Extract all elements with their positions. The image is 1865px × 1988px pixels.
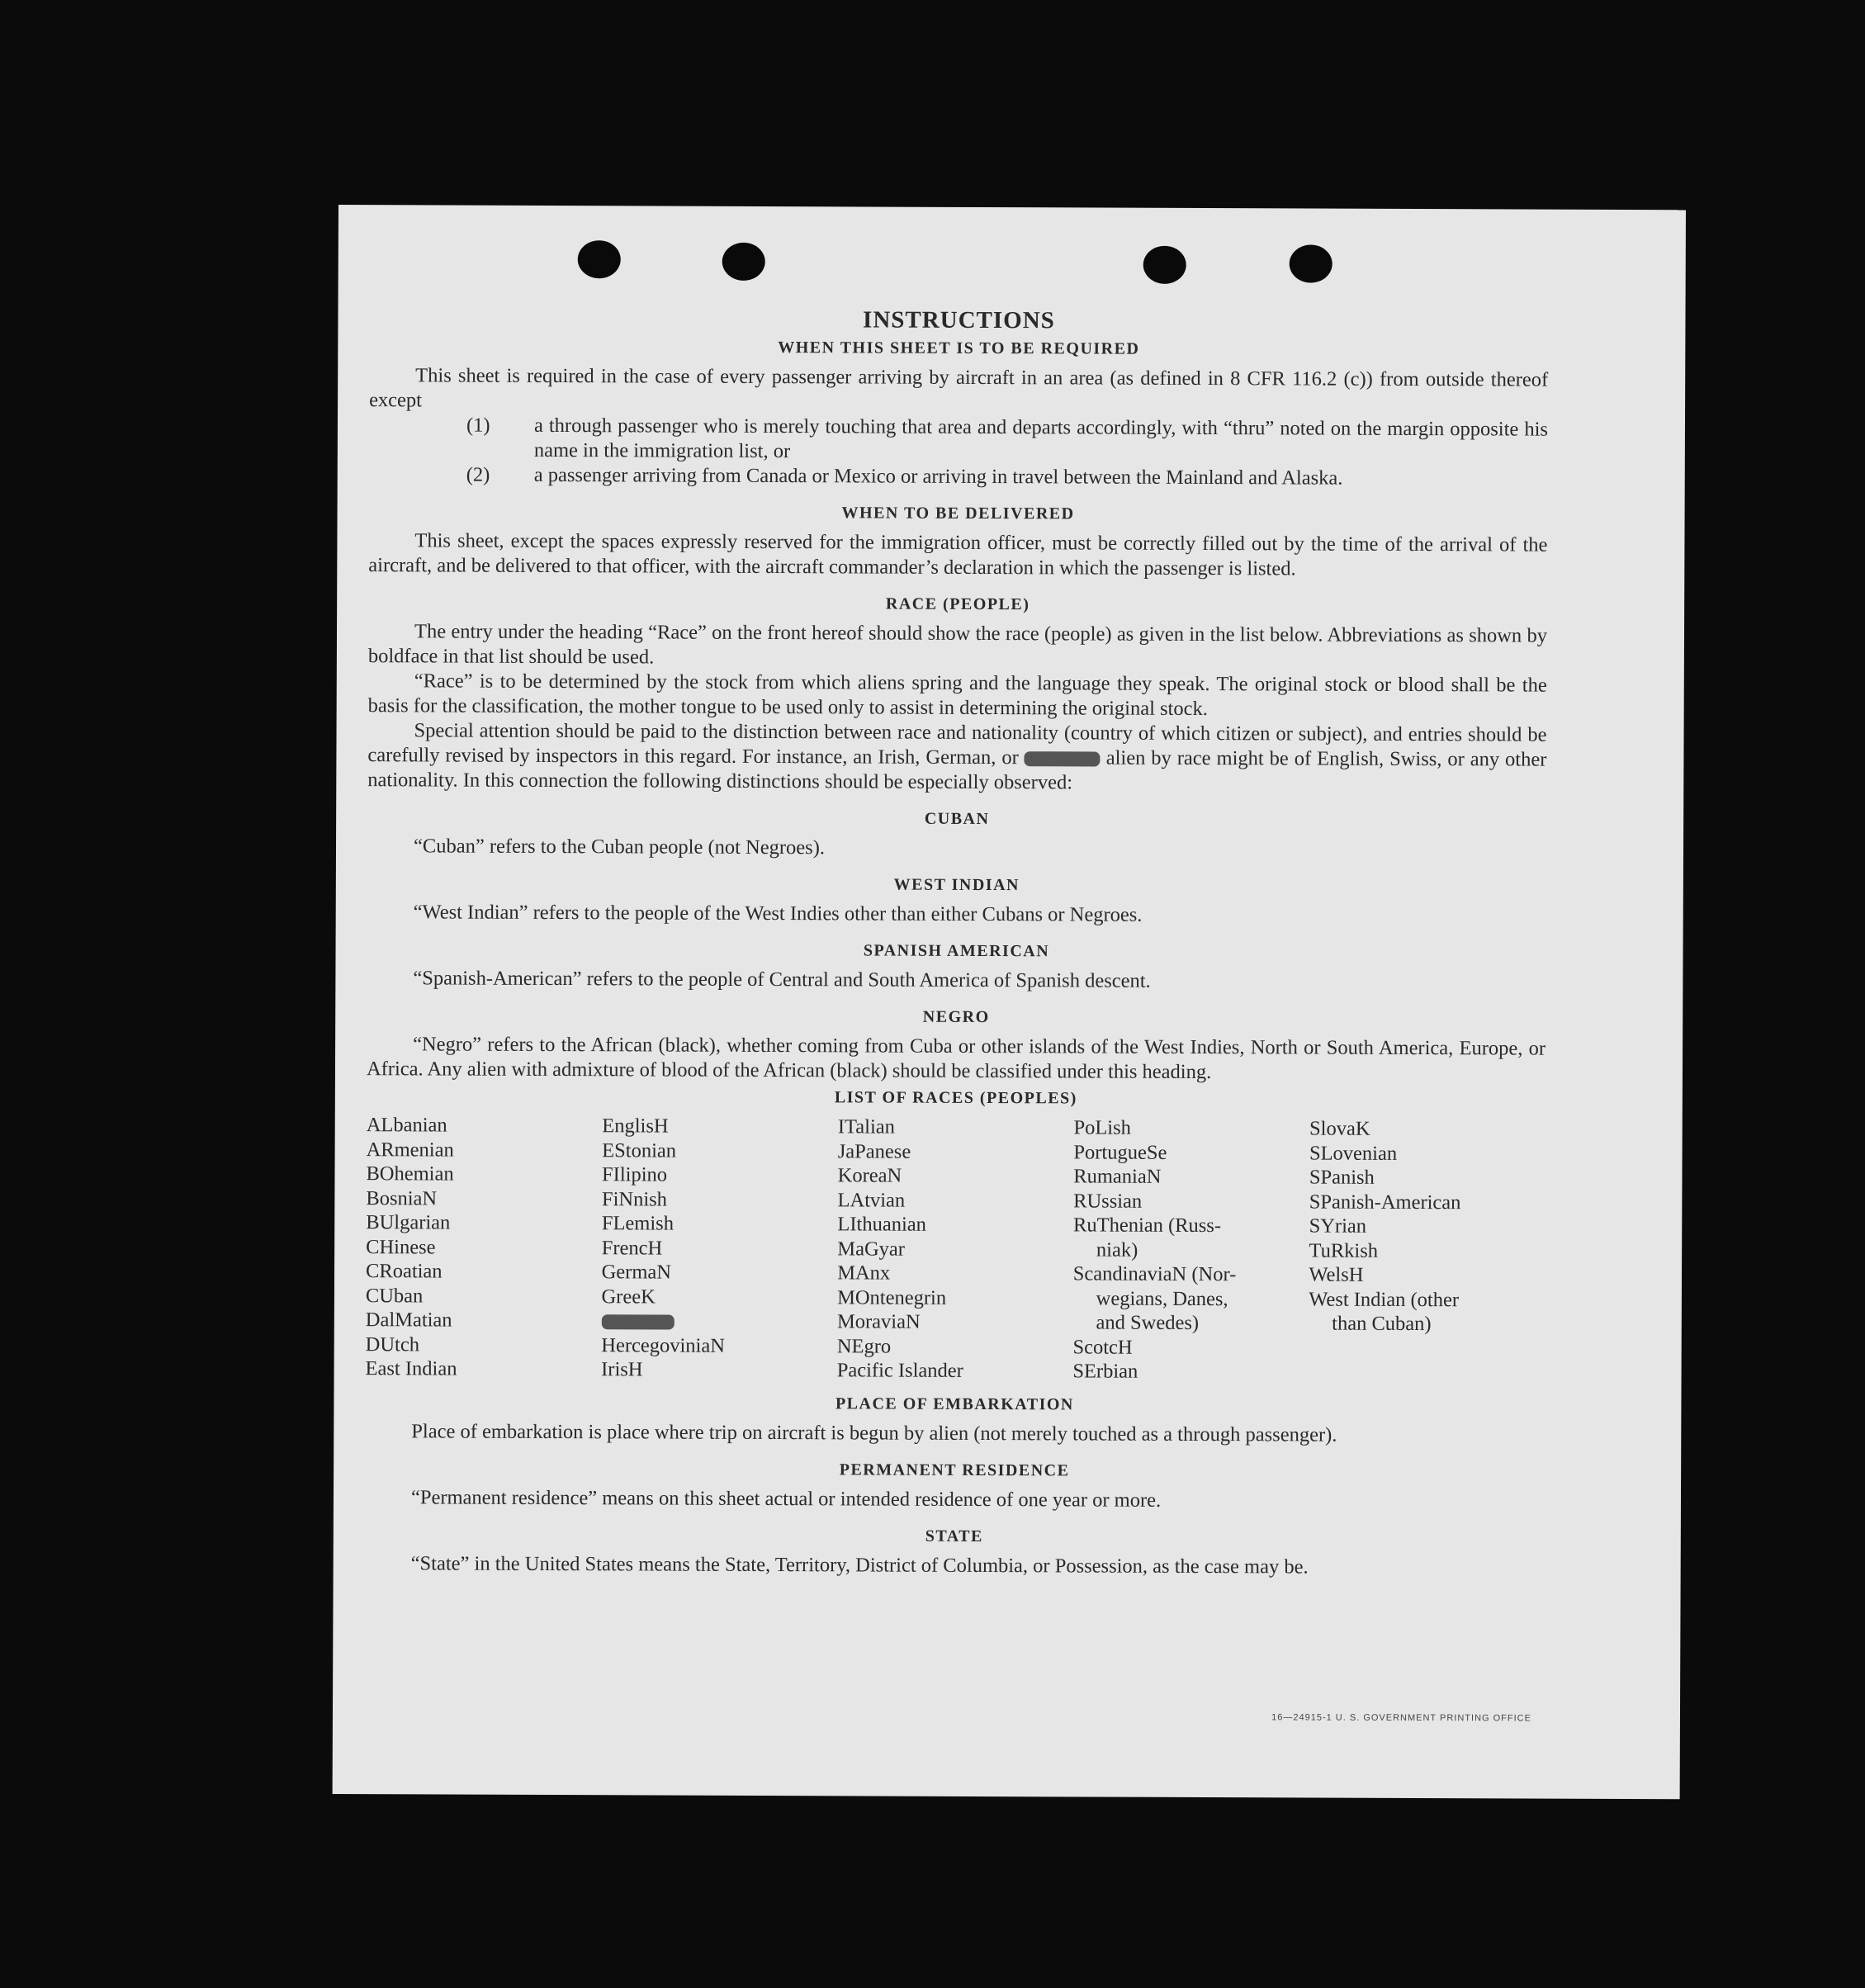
race-entry: SLovenian — [1309, 1142, 1398, 1165]
race-entry: DalMatian — [365, 1309, 452, 1332]
race-entry: GermaN — [601, 1261, 672, 1284]
race-entry: FrencH — [601, 1236, 663, 1260]
race-entry: ALbanian — [366, 1114, 447, 1137]
paragraph: “Cuban” refers to the Cuban people (not Negroes). — [413, 835, 826, 859]
race-entry: Pacific Islander — [836, 1359, 963, 1382]
heading-state: STATE — [925, 1526, 983, 1545]
race-entry: SYrian — [1309, 1214, 1367, 1238]
race-entry: BosniaN — [366, 1186, 438, 1209]
list-item — [369, 462, 1548, 491]
race-entry: FiNnish — [601, 1187, 667, 1211]
race-entry: West Indian (other — [1309, 1288, 1460, 1311]
race-column — [837, 1115, 1074, 1384]
race-entry: East Indian — [365, 1357, 457, 1380]
race-entry: LAtvian — [837, 1188, 906, 1212]
document-sheet — [333, 205, 1686, 1799]
race-entry: NEgro — [836, 1334, 892, 1358]
race-entry: CHinese — [366, 1235, 436, 1258]
printer-footer: 16—24915-1 U. S. GOVERNMENT PRINTING OFFICE — [1271, 1712, 1531, 1724]
paragraph: “Permanent residence” means on this sheet actual or intended residence of one year or more. — [410, 1485, 1162, 1512]
item-number: (2) — [466, 463, 490, 486]
race-entry: MOntenegrin — [837, 1285, 947, 1309]
race-entry: CRoatian — [365, 1260, 443, 1283]
paragraph: Place of embarkation is place where trip on aircraft is begun by alien (not merely touched as a through passenger). — [411, 1419, 1337, 1446]
redaction-mark — [601, 1315, 674, 1330]
race-entry-continued: than Cuban) — [1332, 1312, 1432, 1336]
race-entry: SPanish-American — [1309, 1190, 1461, 1214]
paragraph: “West Indian” refers to the people of the West Indies other than either Cubans or Negroes. — [413, 901, 1143, 926]
race-entry: SlovaK — [1309, 1117, 1370, 1140]
heading-west-indian: WEST INDIAN — [893, 875, 1020, 895]
race-entry: MoraviaN — [836, 1310, 921, 1333]
heading-spanish-american: SPANISH AMERICAN — [863, 941, 1050, 961]
race-entry: GreeK — [601, 1285, 656, 1308]
race-entry: ARmenian — [366, 1138, 454, 1162]
punch-hole — [578, 240, 621, 278]
race-entry-continued: wegians, Danes, — [1096, 1287, 1228, 1310]
heading-when-required: WHEN THIS SHEET IS TO BE REQUIRED — [778, 338, 1140, 358]
paragraph-text: alien by race might be of English, Swiss, or any other nationality. In this connection the following distinctions should be especially observed: — [367, 746, 1547, 794]
race-column — [1072, 1115, 1309, 1384]
race-entry: SErbian — [1072, 1360, 1138, 1383]
heading-list-of-races: LIST OF RACES (PEOPLES) — [834, 1088, 1077, 1108]
race-entry-continued: niak) — [1096, 1238, 1138, 1261]
race-entry-continued: and Swedes) — [1096, 1311, 1200, 1335]
race-entry: WelsH — [1309, 1263, 1364, 1286]
instructions-body — [365, 305, 1549, 1580]
heading-cuban: CUBAN — [924, 809, 990, 829]
race-entry: EnglisH — [602, 1115, 669, 1138]
race-entry: MAnx — [837, 1261, 891, 1285]
race-entry: PoLish — [1073, 1116, 1131, 1139]
paragraph: This sheet, except the spaces expressly reserved for the immigration officer, must be correctly filled out by the time of the arrival of the aircraft, and be delivered to that officer, with the aircraft commander’s declaration in which the passenger is listed. — [368, 529, 1548, 580]
race-column — [1309, 1117, 1545, 1386]
heading-permanent-residence: PERMANENT RESIDENCE — [839, 1460, 1070, 1479]
race-entry: DUtch — [365, 1332, 420, 1356]
heading-negro: NEGRO — [922, 1007, 990, 1027]
race-entry: ScandinaviaN (Nor- — [1072, 1262, 1237, 1286]
race-entry: JaPanese — [837, 1139, 911, 1163]
race-entry: EStonian — [602, 1138, 677, 1162]
race-column — [366, 1113, 603, 1382]
race-entry: TuRkish — [1309, 1239, 1379, 1262]
item-text: a through passenger who is merely touching that area and departs accordingly, with “thru” noted on the margin opposite his name in the immigration list, or — [533, 414, 1549, 463]
race-entry: FLemish — [601, 1212, 675, 1235]
race-entry: IrisH — [601, 1358, 643, 1381]
item-text: a passenger arriving from Canada or Mexico or arriving in travel between the Mainland and Alaska. — [533, 463, 1343, 490]
race-entry: PortugueSe — [1073, 1140, 1167, 1164]
heading-race: RACE (PEOPLE) — [885, 594, 1030, 614]
race-entry: BOhemian — [366, 1162, 454, 1186]
race-entry: RUssian — [1073, 1189, 1143, 1213]
punch-hole — [1290, 244, 1332, 282]
item-number: (1) — [466, 414, 490, 437]
paragraph: The entry under the heading “Race” on the front hereof should show the race (people) as given in the list below. Abbreviations as shown by boldface in that list should be used. — [367, 620, 1548, 669]
paragraph: “Spanish-American” refers to the people of Central and South America of Spanish descent. — [413, 967, 1151, 992]
race-entry: SPanish — [1309, 1166, 1375, 1189]
paragraph — [367, 718, 1546, 797]
race-entry: RumaniaN — [1073, 1165, 1162, 1188]
paragraph: “Negro” refers to the African (black), whether coming from Cuba or other islands of the West Indies, North or South America, Europe, or Africa. Any alien with admixture of blood of the African (black) should be classified under this heading. — [366, 1033, 1546, 1084]
race-entry-redacted — [601, 1309, 837, 1334]
race-entry: LIthuanian — [837, 1213, 927, 1236]
page-title: INSTRUCTIONS — [863, 306, 1055, 334]
paragraph-text: Special attention should be paid to the distinction between race and nationality (country of which citizen or subject), and entries should be carefully revised by inspectors in this regard. For instance, an Irish, German, or — [367, 719, 1547, 769]
race-entry: ScotcH — [1072, 1335, 1133, 1359]
list-item — [369, 413, 1548, 466]
race-entry: BUlgarian — [366, 1211, 451, 1234]
punch-hole — [1143, 246, 1186, 284]
race-column — [601, 1114, 838, 1383]
race-entry: RuThenian (Russ- — [1072, 1214, 1222, 1238]
race-entry: MaGyar — [837, 1237, 906, 1261]
redaction-mark — [1025, 752, 1101, 767]
race-entry: KoreaN — [837, 1164, 902, 1187]
paragraph: “State” in the United States means the State, Territory, District of Columbia, or Possession, as the case may be. — [410, 1551, 1309, 1579]
paragraph: “Race” is to be determined by the stock from which aliens spring and the language they speak. The original stock or blood shall be the basis for the classification, the mother tongue to be used only to assist in determining the original stock. — [367, 670, 1547, 721]
paragraph: This sheet is required in the case of every passenger arriving by aircraft in an area (as defined in 8 CFR 116.2 (c)) from outside thereof except — [369, 364, 1549, 412]
race-entry: FIlipino — [602, 1163, 668, 1186]
heading-place-of-embarkation: PLACE OF EMBARKATION — [835, 1394, 1074, 1413]
race-list — [366, 1113, 1545, 1385]
race-entry: ITalian — [837, 1115, 895, 1138]
race-entry: CUban — [365, 1284, 424, 1307]
race-entry: HercegoviniaN — [601, 1333, 725, 1357]
heading-when-delivered: WHEN TO BE DELIVERED — [841, 504, 1075, 523]
punch-hole — [722, 243, 765, 281]
